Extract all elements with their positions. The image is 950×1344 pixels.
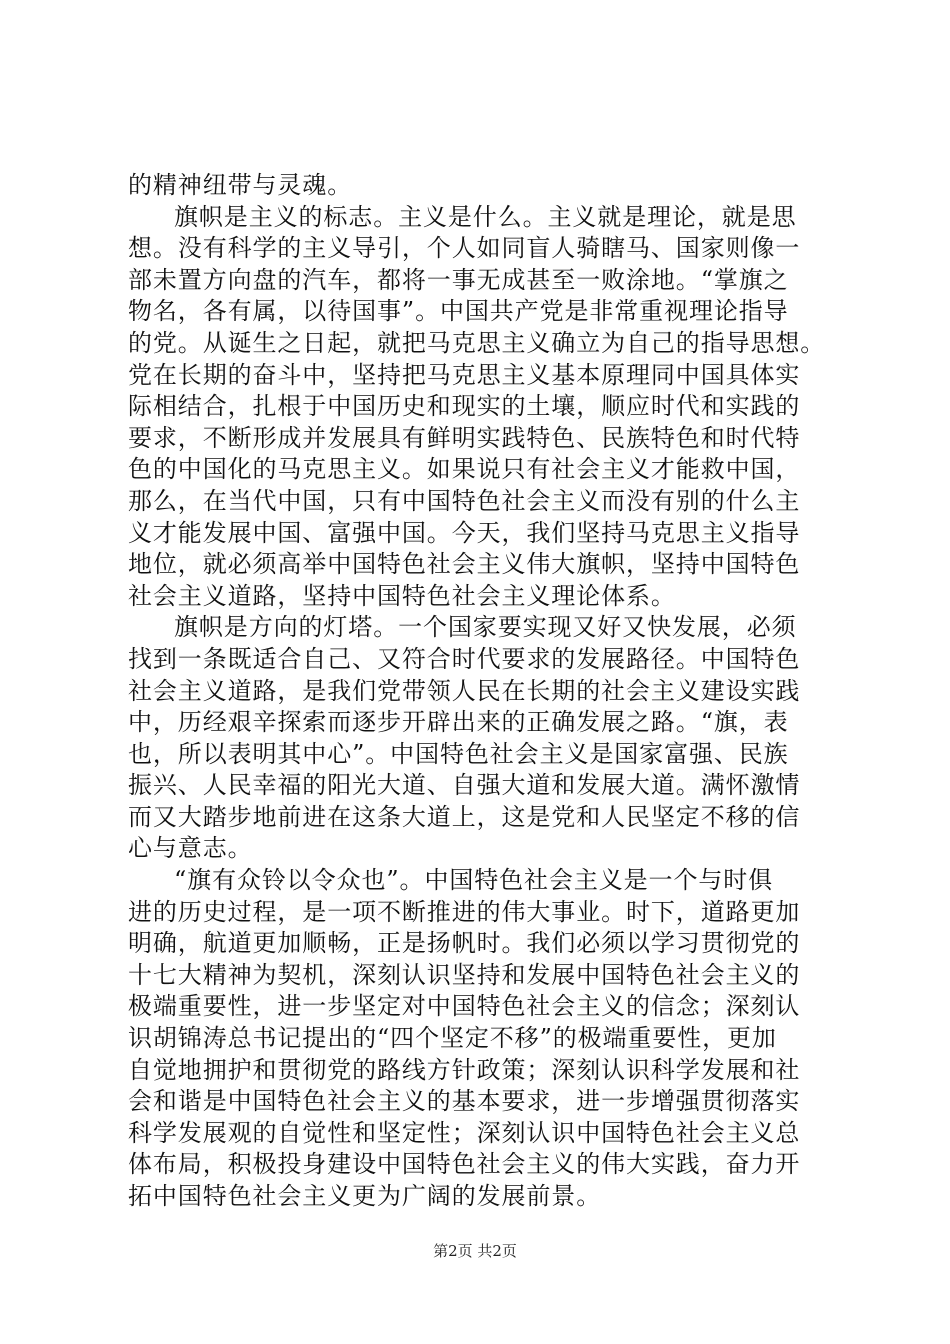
- text-line: 十七大精神为契机，深刻认识坚持和发展中国特色社会主义的: [128, 960, 801, 989]
- text-line: 想。没有科学的主义导引，个人如同盲人骑瞎马、国家则像一: [128, 234, 801, 263]
- text-line: 心与意志。: [128, 834, 253, 863]
- text-line: 的党。从诞生之日起，就把马克思主义确立为自己的指导思想。: [128, 328, 826, 357]
- page-footer: 第2页 共2页: [433, 1242, 517, 1260]
- text-line: 物名，各有属，以待国事”。中国共产党是非常重视理论指导: [128, 297, 789, 326]
- text-line: 明确，航道更加顺畅，正是扬帆时。我们必须以学习贯彻党的: [128, 929, 801, 958]
- text-line: 色的中国化的马克思主义。如果说只有社会主义才能救中国，: [128, 455, 801, 484]
- text-line: 社会主义道路，坚持中国特色社会主义理论体系。: [128, 581, 676, 610]
- document-body: [128, 170, 828, 1213]
- text-line: 旗帜是主义的标志。主义是什么。主义就是理论，就是思: [174, 202, 797, 231]
- text-line: 而又大踏步地前进在这条大道上，这是党和人民坚定不移的信: [128, 802, 801, 831]
- text-line: 的精神纽带与灵魂。: [128, 171, 353, 199]
- text-line: 部未置方向盘的汽车，都将一事无成甚至一败涂地。“掌旗之: [128, 265, 789, 294]
- text-line: 会和谐是中国特色社会主义的基本要求，进一步增强贯彻落实: [128, 1087, 801, 1116]
- text-line: 也，所以表明其中心”。中国特色社会主义是国家富强、民族: [128, 739, 789, 768]
- text-line: 党在长期的奋斗中，坚持把马克思主义基本原理同中国具体实: [128, 360, 801, 389]
- text-line: 际相结合，扎根于中国历史和现实的土壤，顺应时代和实践的: [128, 392, 801, 421]
- text-line: 进的历史过程，是一项不断推进的伟大事业。时下，道路更加: [128, 897, 801, 926]
- text-line: 要求，不断形成并发展具有鲜明实践特色、民族特色和时代特: [128, 423, 801, 452]
- text-line: 极端重要性，进一步坚定对中国特色社会主义的信念；深刻认: [128, 992, 801, 1021]
- text-line: “旗有众铃以令众也”。中国特色社会主义是一个与时俱: [174, 866, 774, 895]
- text-line: 识胡锦涛总书记提出的“四个坚定不移”的极端重要性，更加: [128, 1024, 777, 1053]
- text-line: 找到一条既适合自己、又符合时代要求的发展路径。中国特色: [128, 644, 801, 673]
- text-line: 旗帜是方向的灯塔。一个国家要实现又好又快发展，必须: [174, 613, 797, 642]
- text-line: 自觉地拥护和贯彻党的路线方针政策；深刻认识科学发展和社: [128, 1055, 801, 1084]
- text-line: 体布局，积极投身建设中国特色社会主义的伟大实践，奋力开: [128, 1150, 801, 1179]
- text-line: 义才能发展中国、富强中国。今天，我们坚持马克思主义指导: [128, 518, 801, 547]
- text-line: 拓中国特色社会主义更为广阔的发展前景。: [128, 1182, 602, 1210]
- text-line: 振兴、人民幸福的阳光大道、自强大道和发展大道。满怀激情: [128, 771, 801, 800]
- text-line: 那么，在当代中国，只有中国特色社会主义而没有别的什么主: [128, 486, 801, 515]
- text-line: 社会主义道路，是我们党带领人民在长期的社会主义建设实践: [128, 676, 801, 705]
- text-line: 中，历经艰辛探索而逐步开辟出来的正确发展之路。“旗，表: [128, 708, 789, 737]
- text-line: 地位，就必须高举中国特色社会主义伟大旗帜，坚持中国特色: [128, 550, 801, 579]
- text-line: 科学发展观的自觉性和坚定性；深刻认识中国特色社会主义总: [128, 1118, 801, 1147]
